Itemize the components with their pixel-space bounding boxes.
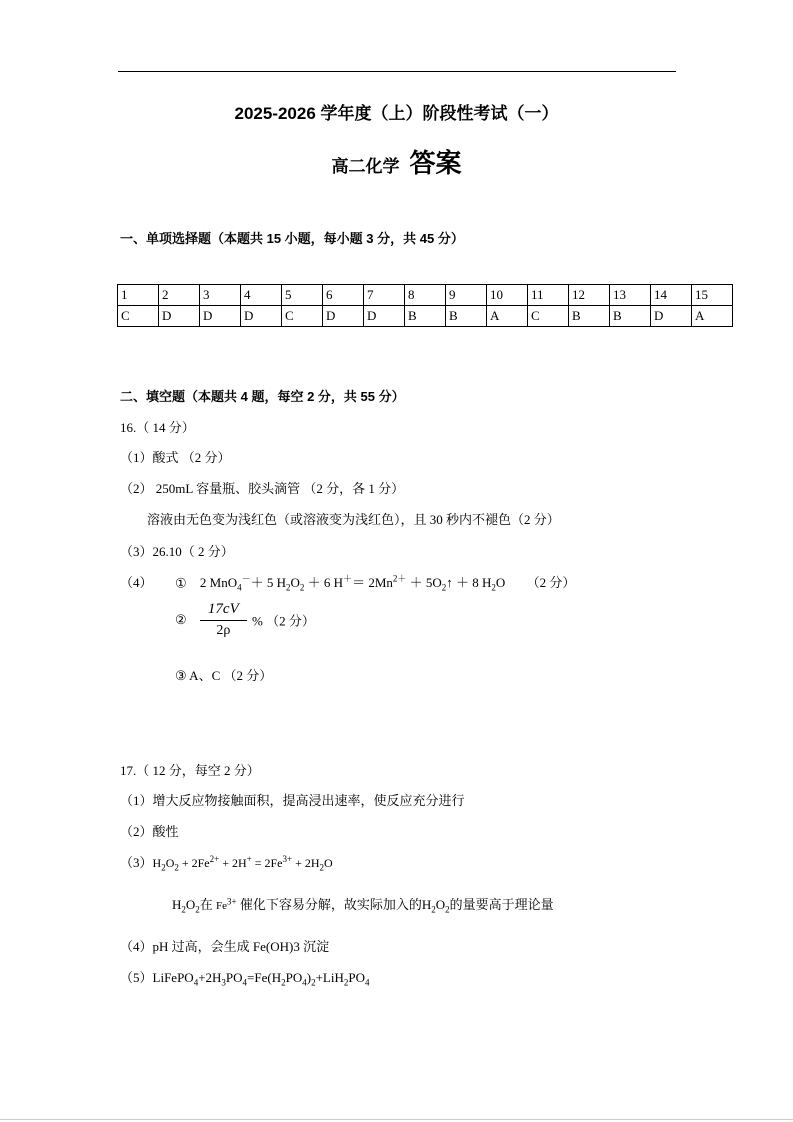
q17-part5 — [120, 967, 369, 988]
fraction-denominator: 2ρ — [216, 623, 231, 638]
q16-part4-1-mark: ① — [175, 575, 187, 591]
reaction-equation: $LiFePO_4+2H_3PO_4=Fe(H_2PO_4)_2+LiH_2PO_4$ — [152, 970, 370, 988]
answer-cell: B — [569, 306, 610, 327]
answer-table-answer-row — [118, 306, 733, 327]
q16-part2-endpoint: 溶液由无色变为浅红色（或溶液变为浅红色），且 30 秒内不褪色（2 分） — [147, 512, 560, 527]
question-number-cell: 11 — [528, 285, 569, 306]
q16-part4-1-points: （2 分） — [526, 575, 576, 591]
top-rule — [118, 71, 676, 72]
question-number-cell: 9 — [446, 285, 487, 306]
question-number-cell: 14 — [651, 285, 692, 306]
formula-fe3: $Fe^{3+}$ — [216, 896, 237, 912]
question-number-cell: 6 — [323, 285, 364, 306]
answer-table-number-row — [118, 285, 733, 306]
q16-title: 16.（ 14 分） — [120, 420, 195, 435]
formula-h2o2: $H_2O_2$ — [172, 897, 200, 915]
q17-part2: （2）酸性 — [120, 824, 179, 839]
answer-cell: D — [323, 306, 364, 327]
question-number-cell: 5 — [282, 285, 323, 306]
answer-cell: C — [528, 306, 569, 327]
answer-table — [117, 284, 733, 327]
answer-cell: D — [651, 306, 692, 327]
q16-part4-2-mark: ② — [175, 612, 187, 627]
ion-equation: $H_2O_2 + 2Fe^{2+} + 2H^+ = 2Fe^{3+} + 2H_2O$ — [152, 854, 333, 873]
question-number-cell: 8 — [405, 285, 446, 306]
note-tail: 催化下容易分解，故实际加入的 — [239, 897, 422, 912]
q17-part3-note — [172, 894, 554, 915]
answer-cell: D — [159, 306, 200, 327]
section2-heading: 二、填空题（本题共 4 题，每空 2 分，共 55 分） — [120, 389, 405, 404]
exam-subtitle — [0, 143, 793, 180]
answer-label: 答案 — [409, 148, 462, 178]
question-number-cell: 2 — [159, 285, 200, 306]
question-number-cell: 12 — [569, 285, 610, 306]
q17-part5-label: （5） — [120, 970, 153, 985]
answer-cell: C — [118, 306, 159, 327]
formula-h2o2-second: $H_2O_2$ — [421, 897, 450, 915]
q17-part3-label: （3） — [120, 855, 153, 870]
q17-part1: （1）增大反应物接触面积，提高浸出速率，使反应充分进行 — [120, 793, 465, 808]
question-number-cell: 15 — [692, 285, 733, 306]
redox-equation: 2 MnO$_4$－＋ 5 $H_2O_2 + 6$ $H^+= 2Mn^{2+}$ ＋ $5O_2↑ + 8$ $H_2O$ — [199, 574, 506, 593]
q16-part4-equation — [175, 572, 575, 593]
note-mid: 在 — [199, 897, 213, 912]
q17-title: 17.（ 12 分，每空 2 分） — [120, 763, 260, 778]
answer-cell: D — [241, 306, 282, 327]
q16-part2: （2） 250mL 容量瓶、胶头滴管 （2 分，各 1 分） — [120, 481, 405, 496]
q16-part4-3: ③ A、C （2 分） — [175, 668, 273, 683]
section1-heading: 一、单项选择题（本题共 15 小题，每小题 3 分，共 45 分） — [120, 231, 464, 246]
q17-part4: （4）pH 过高，会生成 Fe(OH)3 沉淀 — [120, 939, 330, 954]
answer-cell: A — [692, 306, 733, 327]
bottom-rule — [0, 1119, 793, 1120]
question-number-cell: 1 — [118, 285, 159, 306]
q16-part4-2 — [175, 601, 315, 639]
question-number-cell: 13 — [610, 285, 651, 306]
answer-cell: B — [405, 306, 446, 327]
answer-cell: C — [282, 306, 323, 327]
question-number-cell: 4 — [241, 285, 282, 306]
question-number-cell: 3 — [200, 285, 241, 306]
subject-label: 高二化学 — [331, 157, 400, 176]
question-number-cell: 10 — [487, 285, 528, 306]
q17-part3 — [120, 852, 333, 872]
answer-cell: A — [487, 306, 528, 327]
q16-part4-2-tail: % （2 分） — [251, 613, 315, 629]
answer-cell: B — [446, 306, 487, 327]
question-number-cell: 7 — [364, 285, 405, 306]
fraction-numerator: 17cV — [200, 601, 247, 621]
q16-part3: （3）26.10（ 2 分） — [120, 544, 234, 559]
note-end: 的量要高于理论量 — [449, 897, 554, 912]
answer-cell: B — [610, 306, 651, 327]
q16-part1: （1）酸式 （2 分） — [120, 450, 231, 465]
exam-title: 2025-2026 学年度（上）阶段性考试（一） — [234, 104, 559, 123]
answer-cell: D — [200, 306, 241, 327]
purity-fraction — [200, 601, 247, 639]
q16-part4-label: （4） — [120, 575, 153, 590]
answer-cell: D — [364, 306, 405, 327]
